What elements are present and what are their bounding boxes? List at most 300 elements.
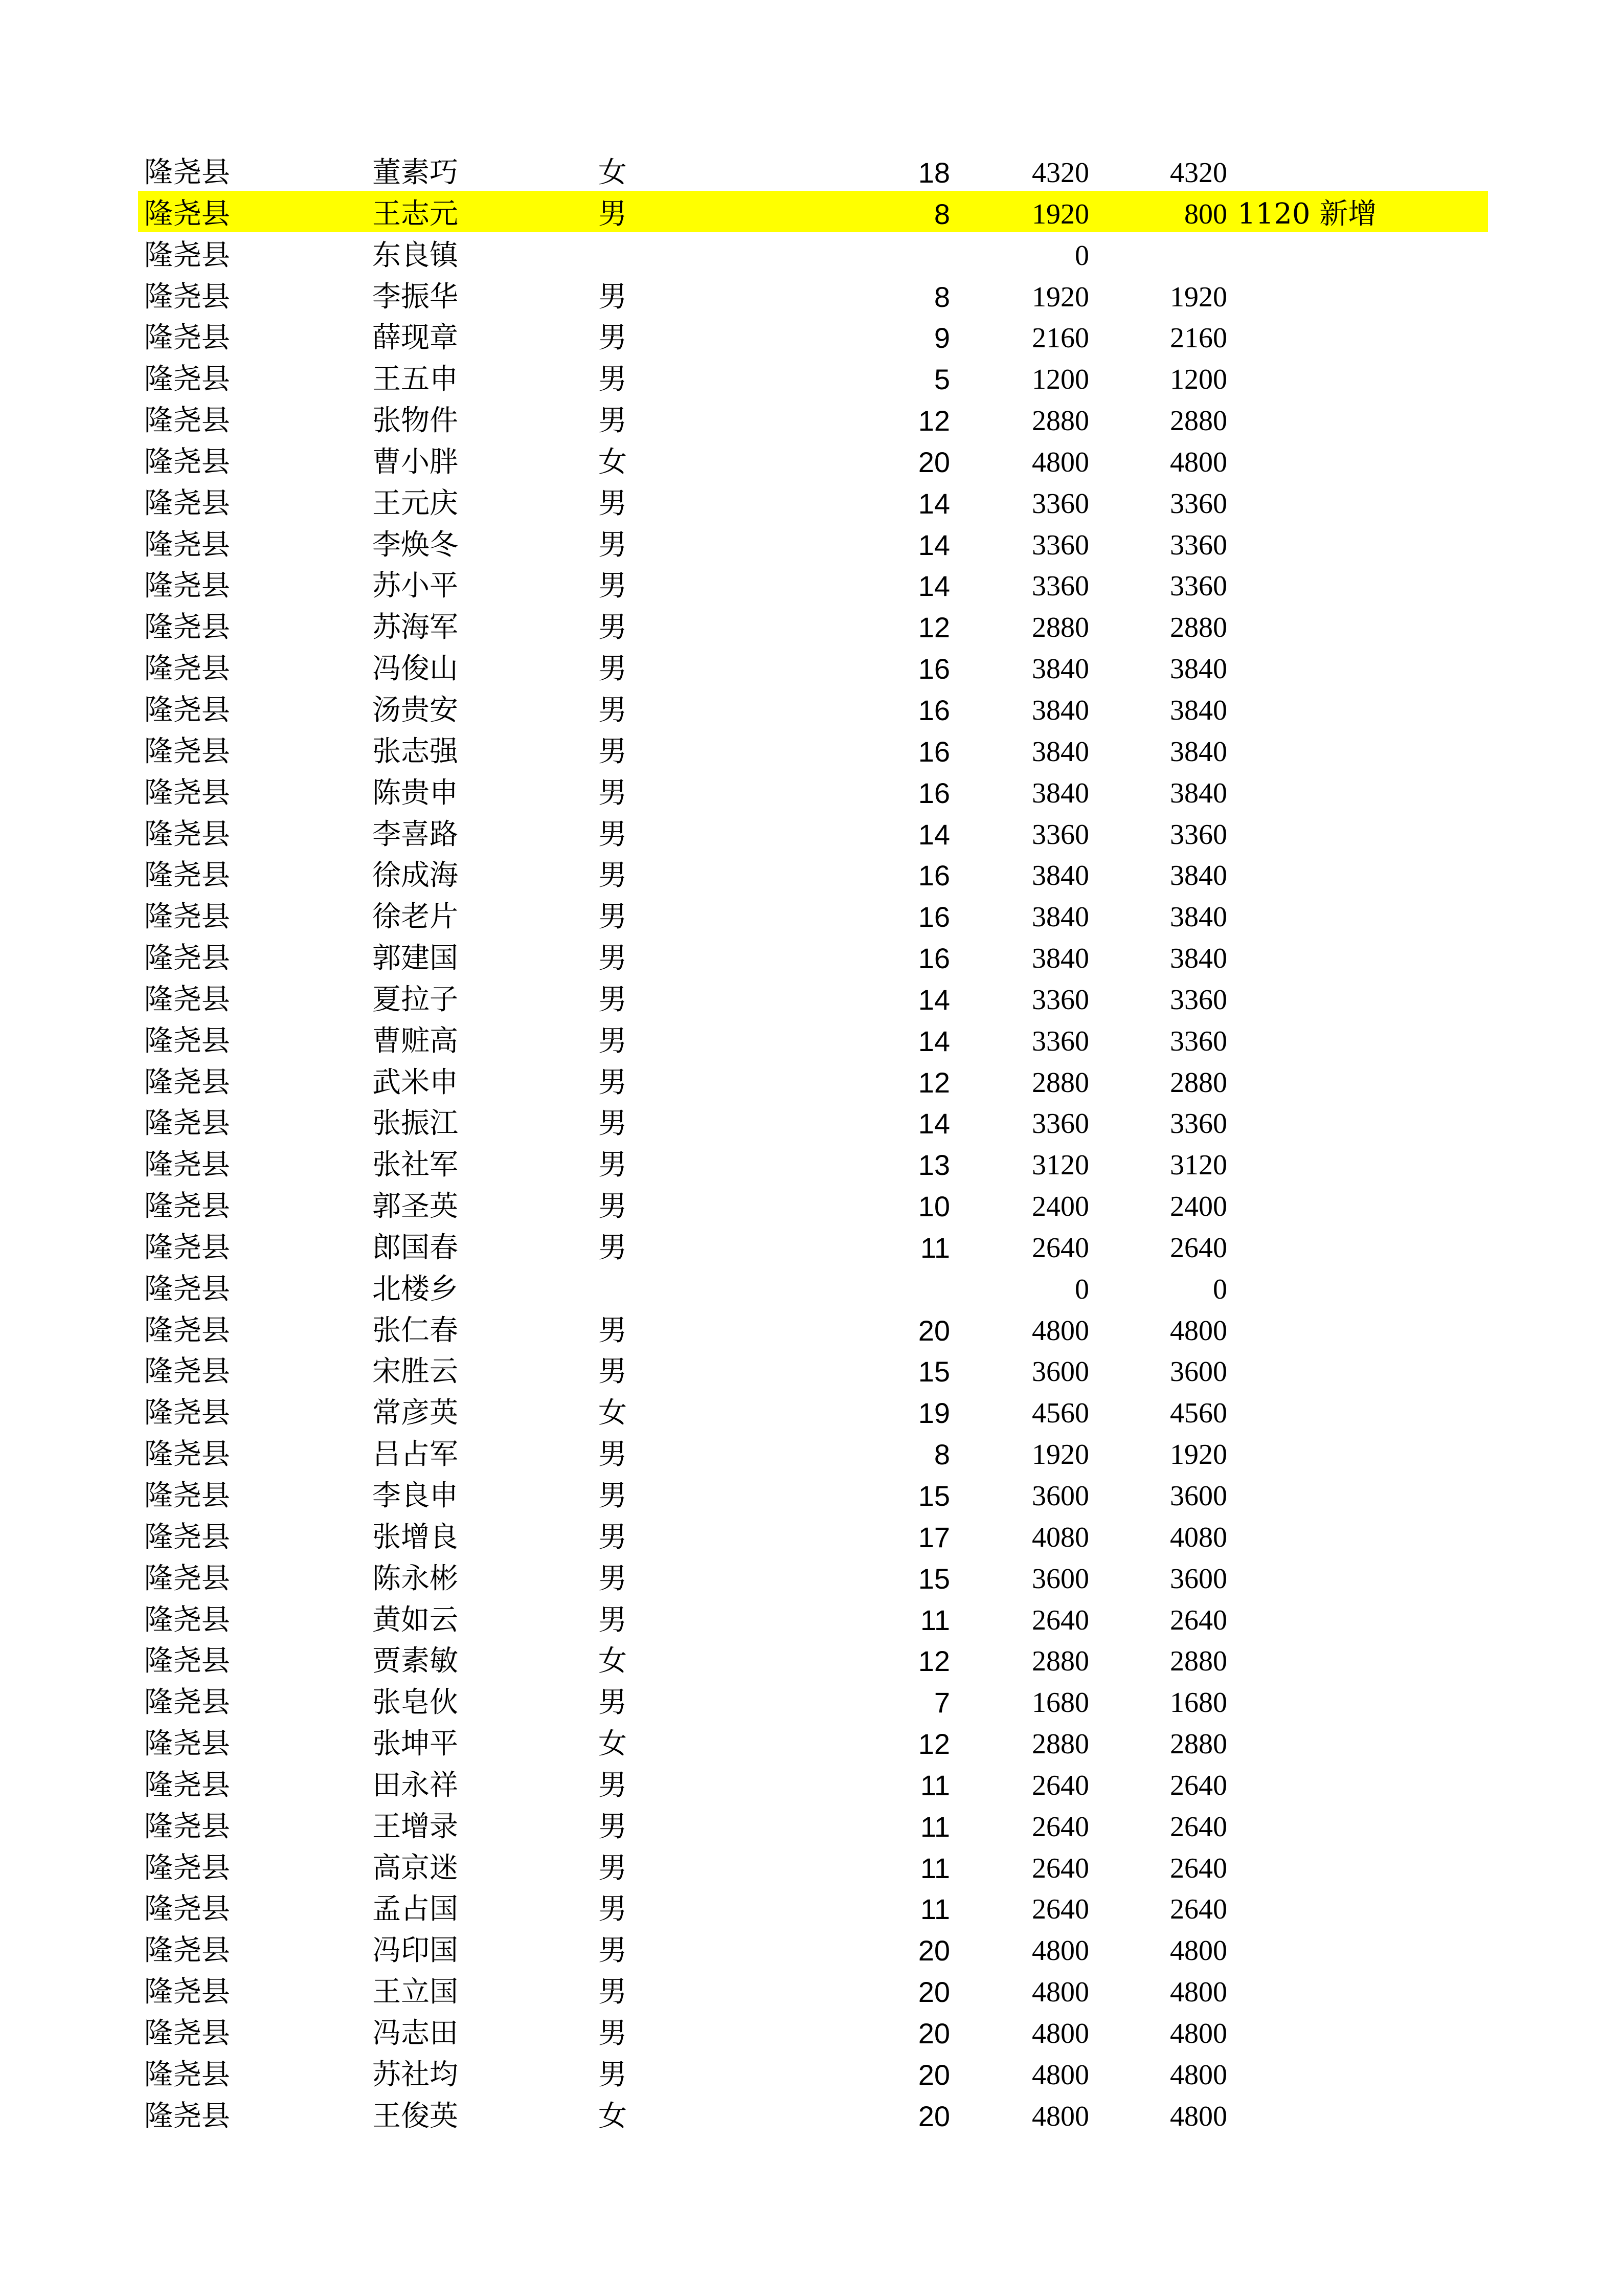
age-cell: 7 — [934, 1686, 950, 1719]
name-cell: 陈贵申 — [372, 776, 458, 810]
name-cell: 高京迷 — [372, 1851, 458, 1885]
sex-cell: 男 — [598, 1107, 627, 1141]
county-cell: 隆尧县 — [144, 1520, 230, 1554]
table-row — [138, 1514, 1488, 1555]
amount-cell: 3840 — [1032, 860, 1089, 892]
age-cell: 10 — [918, 1190, 950, 1223]
paid-cell: 3840 — [1170, 735, 1227, 768]
table-row — [138, 315, 1488, 356]
county-cell: 隆尧县 — [144, 321, 230, 355]
paid-cell: 3360 — [1170, 1108, 1227, 1140]
table-row — [138, 1679, 1488, 1721]
name-cell: 武米申 — [372, 1065, 458, 1099]
amount-cell: 4800 — [1032, 2059, 1089, 2091]
county-cell: 隆尧县 — [144, 817, 230, 851]
sex-cell: 男 — [598, 363, 627, 396]
paid-cell: 3840 — [1170, 901, 1227, 933]
age-cell: 20 — [918, 2100, 950, 2132]
paid-cell: 2640 — [1170, 1811, 1227, 1843]
paid-cell: 1200 — [1170, 364, 1227, 396]
amount-cell: 2880 — [1032, 405, 1089, 437]
amount-cell: 4320 — [1032, 157, 1089, 189]
county-cell: 隆尧县 — [144, 1107, 230, 1141]
amount-cell: 3840 — [1032, 653, 1089, 685]
amount-cell: 4800 — [1032, 1976, 1089, 2009]
name-cell: 冯印国 — [372, 1934, 458, 1968]
sex-cell: 男 — [598, 1065, 627, 1099]
table-row — [138, 1307, 1488, 1349]
name-cell: 曹赃高 — [372, 1024, 458, 1058]
table-row — [138, 563, 1488, 604]
paid-cell: 2640 — [1170, 1852, 1227, 1884]
age-cell: 12 — [918, 1066, 950, 1099]
table-row — [138, 1224, 1488, 1266]
age-cell: 14 — [918, 1107, 950, 1140]
paid-cell: 4800 — [1170, 446, 1227, 478]
table-row — [138, 2093, 1488, 2134]
county-cell: 隆尧县 — [144, 1686, 230, 1720]
name-cell: 李焕冬 — [372, 528, 458, 562]
age-cell: 14 — [918, 528, 950, 561]
sex-cell: 男 — [598, 280, 627, 314]
paid-cell: 4800 — [1170, 2017, 1227, 2049]
age-cell: 11 — [920, 1852, 950, 1884]
name-cell: 常彦英 — [372, 1396, 458, 1430]
spreadsheet-table — [138, 149, 1488, 2134]
county-cell: 隆尧县 — [144, 1313, 230, 1347]
name-cell: 黄如云 — [372, 1603, 458, 1637]
age-cell: 14 — [918, 570, 950, 603]
amount-cell: 3840 — [1032, 777, 1089, 809]
name-cell: 张志强 — [372, 734, 458, 768]
name-cell: 曹小胖 — [372, 445, 458, 479]
paid-cell: 2640 — [1170, 1604, 1227, 1636]
age-cell: 15 — [918, 1355, 950, 1388]
county-cell: 隆尧县 — [144, 1065, 230, 1099]
amount-cell: 2640 — [1032, 1811, 1089, 1843]
age-cell: 11 — [920, 1231, 950, 1264]
name-cell: 贾素敏 — [372, 1644, 458, 1678]
paid-cell: 3600 — [1170, 1480, 1227, 1512]
table-row — [138, 274, 1488, 315]
sex-cell: 男 — [598, 321, 627, 355]
age-cell — [701, 1266, 950, 1307]
name-cell: 王立国 — [372, 1975, 458, 2009]
age-cell: 12 — [918, 405, 950, 437]
county-cell: 隆尧县 — [144, 2016, 230, 2050]
paid-cell: 2160 — [1170, 322, 1227, 354]
sex-cell: 男 — [598, 1355, 627, 1389]
county-cell: 隆尧县 — [144, 1231, 230, 1264]
county-cell: 隆尧县 — [144, 1355, 230, 1389]
name-cell: 宋胜云 — [372, 1355, 458, 1389]
sex-cell: 男 — [598, 1148, 627, 1182]
table-row — [138, 1100, 1488, 1142]
county-cell: 隆尧县 — [144, 1272, 230, 1306]
amount-cell: 1920 — [1032, 198, 1089, 230]
sex-cell: 女 — [598, 156, 627, 189]
paid-cell: 3840 — [1170, 943, 1227, 975]
county-cell: 隆尧县 — [144, 1892, 230, 1926]
sex-cell: 男 — [598, 1562, 627, 1595]
table-row — [138, 232, 1488, 274]
table-row — [138, 811, 1488, 853]
sex-cell: 男 — [598, 1851, 627, 1885]
sex-cell: 女 — [598, 1644, 627, 1678]
sex-cell: 女 — [598, 1396, 627, 1430]
county-cell: 隆尧县 — [144, 1768, 230, 1802]
sex-cell: 男 — [598, 900, 627, 934]
name-cell: 徐成海 — [372, 859, 458, 893]
county-cell: 隆尧县 — [144, 197, 230, 231]
table-row — [138, 1721, 1488, 1762]
paid-cell: 2880 — [1170, 1645, 1227, 1678]
name-cell: 苏海军 — [372, 611, 458, 644]
name-cell: 郭圣英 — [372, 1190, 458, 1223]
name-cell: 张振江 — [372, 1107, 458, 1141]
name-cell: 董素巧 — [372, 156, 458, 189]
paid-cell: 800 — [1184, 198, 1227, 230]
sex-cell: 男 — [598, 1313, 627, 1347]
paid-cell: 4320 — [1170, 157, 1227, 189]
sex-cell: 男 — [598, 528, 627, 562]
amount-cell: 3600 — [1032, 1356, 1089, 1388]
paid-cell: 4800 — [1170, 2100, 1227, 2132]
county-cell: 隆尧县 — [144, 486, 230, 520]
amount-cell: 3600 — [1032, 1480, 1089, 1512]
age-cell: 15 — [918, 1562, 950, 1595]
amount-cell: 4800 — [1032, 1935, 1089, 1967]
paid-cell: 2640 — [1170, 1769, 1227, 1801]
name-cell: 陈永彬 — [372, 1562, 458, 1595]
county-cell: 隆尧县 — [144, 1479, 230, 1512]
name-cell: 吕占军 — [372, 1438, 458, 1472]
amount-cell: 2400 — [1032, 1191, 1089, 1223]
age-cell: 20 — [918, 445, 950, 478]
sex-cell: 女 — [598, 445, 627, 479]
paid-cell: 3600 — [1170, 1563, 1227, 1595]
amount-cell: 3840 — [1032, 943, 1089, 975]
county-cell: 隆尧县 — [144, 404, 230, 438]
sex-cell: 男 — [598, 734, 627, 768]
table-row — [138, 687, 1488, 728]
county-cell: 隆尧县 — [144, 1190, 230, 1223]
county-cell: 隆尧县 — [144, 776, 230, 810]
table-row — [138, 1142, 1488, 1183]
amount-cell: 3840 — [1032, 694, 1089, 726]
age-cell: 11 — [920, 1603, 950, 1636]
age-cell: 18 — [918, 157, 950, 189]
table-row — [138, 522, 1488, 563]
table-row — [138, 645, 1488, 687]
name-cell: 李喜路 — [372, 817, 458, 851]
sex-cell: 男 — [598, 1975, 627, 2009]
paid-cell: 3360 — [1170, 570, 1227, 603]
name-cell: 冯俊山 — [372, 652, 458, 686]
paid-cell: 3600 — [1170, 1356, 1227, 1388]
paid-cell: 3840 — [1170, 653, 1227, 685]
amount-cell: 3360 — [1032, 1108, 1089, 1140]
paid-cell: 3840 — [1170, 777, 1227, 809]
name-cell: 张增良 — [372, 1520, 458, 1554]
county-cell: 隆尧县 — [144, 983, 230, 1016]
table-row — [138, 2010, 1488, 2052]
paid-cell: 3360 — [1170, 818, 1227, 851]
table-row — [138, 1927, 1488, 1969]
age-cell: 16 — [918, 694, 950, 726]
paid-cell: 2880 — [1170, 405, 1227, 437]
county-cell: 隆尧县 — [144, 611, 230, 644]
amount-cell: 1920 — [1032, 281, 1089, 313]
amount-cell: 1920 — [1032, 1439, 1089, 1471]
age-cell: 8 — [934, 1438, 950, 1471]
table-row — [138, 1059, 1488, 1101]
name-cell: 王增录 — [372, 1810, 458, 1843]
paid-cell: 4560 — [1170, 1397, 1227, 1430]
name-cell: 张社军 — [372, 1148, 458, 1182]
age-cell: 15 — [918, 1480, 950, 1512]
amount-cell: 0 — [1075, 1273, 1089, 1305]
table-row — [138, 1183, 1488, 1224]
sex-cell: 男 — [598, 1520, 627, 1554]
table-row — [138, 770, 1488, 811]
county-cell: 隆尧县 — [144, 1148, 230, 1182]
amount-cell: 3360 — [1032, 984, 1089, 1016]
table-row — [138, 1431, 1488, 1473]
amount-cell: 2640 — [1032, 1769, 1089, 1801]
name-cell: 汤贵安 — [372, 693, 458, 727]
amount-cell: 3360 — [1032, 570, 1089, 603]
table-row — [138, 149, 1488, 191]
age-cell: 16 — [918, 901, 950, 933]
amount-cell: 3600 — [1032, 1563, 1089, 1595]
county-cell: 隆尧县 — [144, 942, 230, 975]
paid-cell: 1920 — [1170, 281, 1227, 313]
table-row — [138, 728, 1488, 770]
county-cell: 隆尧县 — [144, 1644, 230, 1678]
age-cell: 14 — [918, 818, 950, 851]
county-cell: 隆尧县 — [144, 363, 230, 396]
amount-cell: 0 — [1075, 239, 1089, 272]
paid-cell: 2400 — [1170, 1191, 1227, 1223]
paid-cell: 3120 — [1170, 1149, 1227, 1182]
sex-cell: 男 — [598, 859, 627, 893]
sex-cell: 男 — [598, 2058, 627, 2091]
county-cell: 隆尧县 — [144, 1727, 230, 1761]
age-cell: 17 — [918, 1521, 950, 1553]
amount-cell: 4800 — [1032, 2017, 1089, 2049]
paid-cell: 1680 — [1170, 1687, 1227, 1719]
age-cell — [701, 232, 950, 274]
table-row — [138, 1597, 1488, 1638]
amount-cell: 3840 — [1032, 735, 1089, 768]
table-row — [138, 1473, 1488, 1514]
paid-cell: 2880 — [1170, 612, 1227, 644]
table-row — [138, 1803, 1488, 1845]
amount-cell: 1680 — [1032, 1687, 1089, 1719]
age-cell: 5 — [934, 363, 950, 396]
amount-cell: 2880 — [1032, 1728, 1089, 1760]
amount-cell: 3360 — [1032, 818, 1089, 851]
name-cell: 薛现章 — [372, 321, 458, 355]
name-cell: 李良申 — [372, 1479, 458, 1512]
paid-cell: 2880 — [1170, 1728, 1227, 1760]
amount-cell: 4800 — [1032, 2100, 1089, 2132]
paid-cell: 3360 — [1170, 984, 1227, 1016]
age-cell: 14 — [918, 1024, 950, 1057]
age-cell: 12 — [918, 1645, 950, 1678]
county-cell: 隆尧县 — [144, 734, 230, 768]
table-row — [138, 976, 1488, 1018]
sex-cell: 男 — [598, 404, 627, 438]
county-cell: 隆尧县 — [144, 1396, 230, 1430]
table-row — [138, 1638, 1488, 1679]
county-cell: 隆尧县 — [144, 238, 230, 272]
table-row — [138, 1390, 1488, 1431]
paid-cell: 1920 — [1170, 1439, 1227, 1471]
sex-cell: 男 — [598, 569, 627, 603]
age-cell: 16 — [918, 735, 950, 768]
county-cell: 隆尧县 — [144, 1024, 230, 1058]
age-cell: 12 — [918, 611, 950, 644]
sex-cell: 男 — [598, 1892, 627, 1926]
county-cell: 隆尧县 — [144, 445, 230, 479]
sex-cell: 男 — [598, 1479, 627, 1512]
name-cell: 郭建国 — [372, 942, 458, 975]
county-cell: 隆尧县 — [144, 528, 230, 562]
county-cell: 隆尧县 — [144, 1810, 230, 1843]
amount-cell: 3360 — [1032, 487, 1089, 520]
paid-cell: 0 — [1213, 1273, 1227, 1305]
age-cell: 12 — [918, 1728, 950, 1760]
table-row — [138, 2052, 1488, 2093]
age-cell: 11 — [920, 1893, 950, 1926]
paid-cell: 2880 — [1170, 1066, 1227, 1099]
county-cell: 隆尧县 — [144, 900, 230, 934]
age-cell: 16 — [918, 859, 950, 892]
sex-cell: 男 — [598, 197, 627, 231]
amount-cell: 2160 — [1032, 322, 1089, 354]
county-cell: 隆尧县 — [144, 569, 230, 603]
age-cell: 11 — [920, 1769, 950, 1801]
table-row — [138, 1845, 1488, 1886]
county-cell: 隆尧县 — [144, 652, 230, 686]
name-cell: 张皂伙 — [372, 1686, 458, 1720]
age-cell: 16 — [918, 942, 950, 975]
sex-cell: 男 — [598, 1024, 627, 1058]
amount-cell: 2880 — [1032, 1066, 1089, 1099]
amount-cell: 4800 — [1032, 1314, 1089, 1347]
sex-cell: 男 — [598, 1810, 627, 1843]
age-cell: 9 — [934, 322, 950, 354]
amount-cell: 2880 — [1032, 612, 1089, 644]
sex-cell: 男 — [598, 1603, 627, 1637]
amount-cell: 3360 — [1032, 529, 1089, 561]
name-cell: 夏拉子 — [372, 983, 458, 1016]
sex-cell: 男 — [598, 1190, 627, 1223]
table-row — [138, 480, 1488, 522]
paid-cell: 4800 — [1170, 2059, 1227, 2091]
paid-cell: 3360 — [1170, 529, 1227, 561]
sex-cell: 女 — [598, 1727, 627, 1761]
county-cell: 隆尧县 — [144, 1603, 230, 1637]
county-cell: 隆尧县 — [144, 1975, 230, 2009]
table-row — [138, 1555, 1488, 1597]
table-row — [138, 356, 1488, 397]
sex-cell: 男 — [598, 611, 627, 644]
table-row — [138, 1266, 1488, 1307]
paid-cell: 4080 — [1170, 1521, 1227, 1553]
name-cell: 苏社均 — [372, 2058, 458, 2091]
table-row — [138, 191, 1488, 232]
amount-cell: 2640 — [1032, 1604, 1089, 1636]
name-cell: 孟占国 — [372, 1892, 458, 1926]
table-row — [138, 935, 1488, 976]
age-cell: 16 — [918, 776, 950, 809]
county-cell: 隆尧县 — [144, 156, 230, 189]
age-cell: 20 — [918, 2058, 950, 2091]
table-row — [138, 1018, 1488, 1059]
paid-cell — [1089, 232, 1227, 274]
sex-cell: 男 — [598, 1438, 627, 1472]
name-cell: 王元庆 — [372, 486, 458, 520]
paid-cell: 3360 — [1170, 1025, 1227, 1057]
county-cell: 隆尧县 — [144, 280, 230, 314]
amount-cell: 3840 — [1032, 901, 1089, 933]
sex-cell: 男 — [598, 1768, 627, 1802]
name-cell: 冯志田 — [372, 2016, 458, 2050]
sex-cell: 男 — [598, 1934, 627, 1968]
paid-cell: 3840 — [1170, 860, 1227, 892]
sex-cell: 女 — [598, 2099, 627, 2133]
county-cell: 隆尧县 — [144, 2099, 230, 2133]
paid-cell: 3840 — [1170, 694, 1227, 726]
age-cell: 20 — [918, 1934, 950, 1967]
name-cell: 李振华 — [372, 280, 458, 314]
age-cell: 20 — [918, 1314, 950, 1347]
amount-cell: 2640 — [1032, 1232, 1089, 1264]
age-cell: 8 — [934, 197, 950, 230]
amount-cell: 4080 — [1032, 1521, 1089, 1553]
table-row — [138, 1886, 1488, 1927]
county-cell: 隆尧县 — [144, 1562, 230, 1595]
name-cell: 王志元 — [372, 197, 458, 231]
age-cell: 16 — [918, 653, 950, 685]
age-cell: 14 — [918, 487, 950, 520]
paid-cell: 4800 — [1170, 1976, 1227, 2009]
amount-cell: 4800 — [1032, 446, 1089, 478]
name-cell: 田永祥 — [372, 1768, 458, 1802]
name-cell: 张仁春 — [372, 1313, 458, 1347]
amount-cell: 2880 — [1032, 1645, 1089, 1678]
amount-cell: 4560 — [1032, 1397, 1089, 1430]
name-cell: 王俊英 — [372, 2099, 458, 2133]
sex-cell: 男 — [598, 817, 627, 851]
name-cell: 北楼乡 — [372, 1272, 458, 1306]
name-cell: 苏小平 — [372, 569, 458, 603]
amount-cell: 3360 — [1032, 1025, 1089, 1057]
county-cell: 隆尧县 — [144, 859, 230, 893]
age-cell: 14 — [918, 983, 950, 1016]
sex-cell: 男 — [598, 486, 627, 520]
county-cell: 隆尧县 — [144, 1851, 230, 1885]
sex-cell: 男 — [598, 1231, 627, 1264]
note-cell: 1120 新增 — [1237, 197, 1377, 231]
sex-cell: 男 — [598, 942, 627, 975]
name-cell: 郎国春 — [372, 1231, 458, 1264]
name-cell: 张物件 — [372, 404, 458, 438]
name-cell: 王五申 — [372, 363, 458, 396]
